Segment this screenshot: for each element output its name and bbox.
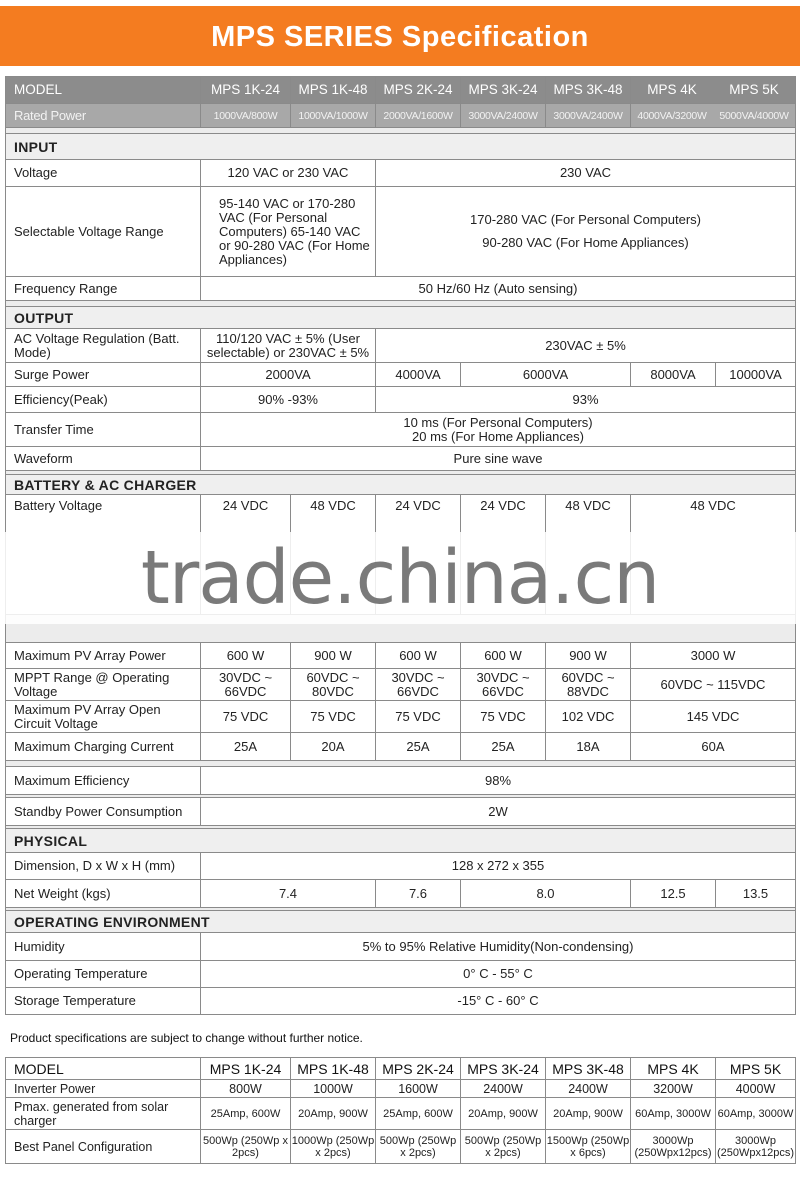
rated-power-label: Rated Power	[6, 104, 201, 128]
cell-value: 110/120 VAC ± 5% (User selectable) or 230VAC ± 5%	[201, 329, 376, 363]
cell-value: 90% -93%	[201, 387, 376, 413]
cell-value: 20Amp, 900W	[291, 1098, 376, 1130]
rated-power-value: 2000VA/1600W	[376, 104, 461, 128]
section-title: PHYSICAL	[6, 829, 796, 853]
model-name: MPS 2K-24	[376, 77, 461, 104]
cell-line: 170-280 VAC (For Personal Computers)	[470, 212, 701, 227]
cell-value: 25Amp, 600W	[201, 1098, 291, 1130]
row-label: Surge Power	[6, 363, 201, 387]
cell-value: 93%	[376, 387, 796, 413]
cell-value: 75 VDC	[461, 701, 546, 733]
cell-value: 900 W	[291, 643, 376, 669]
row-label: MPPT Range @ Operating Voltage	[6, 669, 201, 701]
row-label: Standby Power Consumption	[6, 798, 201, 826]
cell-value: 50 Hz/60 Hz (Auto sensing)	[201, 277, 796, 301]
row-label: Voltage	[6, 160, 201, 187]
row-label: Pmax. generated from solar charger	[6, 1098, 201, 1130]
cell-value: 30VDC ~ 66VDC	[376, 669, 461, 701]
cell-value: 60VDC ~ 115VDC	[631, 669, 796, 701]
cell-value: 13.5	[716, 880, 796, 908]
row-label: Operating Temperature	[6, 961, 201, 988]
cell-value: 4000VA	[376, 363, 461, 387]
cell-value: 1000Wp (250Wp x 2pcs)	[291, 1130, 376, 1164]
row-label: Humidity	[6, 933, 201, 961]
notice-text: Product specifications are subject to change without further notice.	[10, 1031, 363, 1045]
cell-value: 600 W	[461, 643, 546, 669]
cell-value: 900 W	[546, 643, 631, 669]
cell-value: 30VDC ~ 66VDC	[461, 669, 546, 701]
model-label: MODEL	[6, 77, 201, 104]
row-label: Maximum PV Array Power	[6, 643, 201, 669]
row-label: Dimension, D x W x H (mm)	[6, 853, 201, 880]
row-label: Maximum Efficiency	[6, 767, 201, 795]
cell-value: 8000VA	[631, 363, 716, 387]
cell-value: 24 VDC	[376, 495, 461, 615]
section-title: BATTERY & AC CHARGER	[6, 475, 796, 495]
model-header-row	[6, 77, 796, 104]
cell-value: 600 W	[201, 643, 291, 669]
cell-value: 2400W	[461, 1080, 546, 1098]
row-label: AC Voltage Regulation (Batt. Mode)	[6, 329, 201, 363]
cell-value: 60A	[631, 733, 796, 761]
model-name: MPS 2K-24	[376, 1058, 461, 1080]
cell-value: 25Amp, 600W	[376, 1098, 461, 1130]
cell-value: 48 VDC	[291, 495, 376, 615]
model-name: MPS 5K	[729, 82, 779, 97]
cell-value: 98%	[201, 767, 796, 795]
model-name: MPS 4K	[631, 1058, 716, 1080]
cell-value: 500Wp (250Wp x 2pcs)	[376, 1130, 461, 1164]
cell-value: 3000Wp (250Wpx12pcs)	[631, 1130, 716, 1164]
cell-value: 18A	[546, 733, 631, 761]
cell-value: 145 VDC	[631, 701, 796, 733]
cell-value: 75 VDC	[201, 701, 291, 733]
model-name: MPS 4K	[647, 82, 697, 97]
rated-power-value: 3000VA/2400W	[461, 104, 546, 128]
row-label: Frequency Range	[6, 277, 201, 301]
row-label: Selectable Voltage Range	[6, 187, 201, 277]
row-label: Storage Temperature	[6, 988, 201, 1015]
model-name: MPS 3K-24	[461, 1058, 546, 1080]
cell-value	[201, 413, 796, 447]
cell-value: 1600W	[376, 1080, 461, 1098]
cell-value: 8.0	[461, 880, 631, 908]
model-name: MPS 3K-24	[461, 77, 546, 104]
cell-value: 95-140 VAC or 170-280 VAC (For Personal Computers) 65-140 VAC or 90-280 VAC (For Home Appliances)	[201, 187, 376, 277]
cell-value: 230 VAC	[376, 160, 796, 187]
rated-power-value: 1000VA/1000W	[291, 104, 376, 128]
cell-value: 500Wp (250Wp x 2pcs)	[461, 1130, 546, 1164]
cell-value: 48 VDC	[546, 495, 631, 615]
cell-value: 3000 W	[631, 643, 796, 669]
cell-value: 230VAC ± 5%	[376, 329, 796, 363]
model-name: MPS 3K-48	[546, 1058, 631, 1080]
model-label: MODEL	[6, 1058, 201, 1080]
cell-value: 0° C - 55° C	[201, 961, 796, 988]
cell-value: 20Amp, 900W	[461, 1098, 546, 1130]
cell-line: 90-280 VAC (For Home Appliances)	[482, 235, 689, 250]
cell-value: 30VDC ~ 66VDC	[201, 669, 291, 701]
rated-power-value: 1000VA/800W	[201, 104, 291, 128]
cell-value: 24 VDC	[201, 495, 291, 615]
cell-line: 20 ms (For Home Appliances)	[412, 428, 584, 444]
row-label: Maximum Charging Current	[6, 733, 201, 761]
watermark-text: trade.china.cn	[140, 535, 660, 621]
rated-power-row	[6, 104, 796, 128]
cell-value: 75 VDC	[291, 701, 376, 733]
cell-value: 1000W	[291, 1080, 376, 1098]
cell-line: 10 ms (For Personal Computers)	[403, 414, 593, 430]
rated-power-value: 4000VA/3200W	[637, 109, 707, 122]
cell-value: 4000W	[716, 1080, 796, 1098]
cell-value: 2000VA	[201, 363, 376, 387]
cell-value: 20A	[291, 733, 376, 761]
cell-value: 25A	[461, 733, 546, 761]
section-title: OPERATING ENVIRONMENT	[6, 911, 796, 933]
cell-value: 60Amp, 3000W	[716, 1098, 796, 1130]
cell-value: 120 VAC or 230 VAC	[201, 160, 376, 187]
cell-value: 10000VA	[716, 363, 796, 387]
cell-value: 75 VDC	[376, 701, 461, 733]
cell-value	[376, 187, 796, 277]
model-name: MPS 5K	[716, 1058, 796, 1080]
page-title: MPS SERIES Specification	[0, 6, 800, 66]
section-title: INPUT	[6, 134, 796, 160]
cell-value: 3200W	[631, 1080, 716, 1098]
row-label: Efficiency(Peak)	[6, 387, 201, 413]
cell-value: 60VDC ~ 88VDC	[546, 669, 631, 701]
cell-value: 102 VDC	[546, 701, 631, 733]
watermark	[0, 532, 800, 624]
cell-value: 600 W	[376, 643, 461, 669]
cell-value: 25A	[201, 733, 291, 761]
model-pair	[631, 77, 796, 104]
model-name: MPS 1K-48	[291, 1058, 376, 1080]
row-label: Inverter Power	[6, 1080, 201, 1098]
row-label: Battery Voltage	[6, 495, 201, 615]
cell-value: -15° C - 60° C	[201, 988, 796, 1015]
cell-value: 2W	[201, 798, 796, 826]
model-name: MPS 1K-48	[291, 77, 376, 104]
cell-value: 5% to 95% Relative Humidity(Non-condensing)	[201, 933, 796, 961]
cell-value: 48 VDC	[631, 495, 796, 615]
cell-value: 60Amp, 3000W	[631, 1098, 716, 1130]
cell-value: 1500Wp (250Wp x 6pcs)	[546, 1130, 631, 1164]
row-label: Net Weight (kgs)	[6, 880, 201, 908]
cell-value: 6000VA	[461, 363, 631, 387]
row-label: Maximum PV Array Open Circuit Voltage	[6, 701, 201, 733]
model-name: MPS 3K-48	[546, 77, 631, 104]
rated-power-value: 5000VA/4000W	[719, 109, 789, 122]
cell-value: 7.6	[376, 880, 461, 908]
row-label: Best Panel Configuration	[6, 1130, 201, 1164]
cell-value: 3000Wp (250Wpx12pcs)	[716, 1130, 796, 1164]
cell-value: Pure sine wave	[201, 447, 796, 471]
cell-value: 60VDC ~ 80VDC	[291, 669, 376, 701]
rated-power-value: 3000VA/2400W	[546, 104, 631, 128]
cell-value: 7.4	[201, 880, 376, 908]
section-title: OUTPUT	[6, 307, 796, 329]
cell-value: 20Amp, 900W	[546, 1098, 631, 1130]
model-name: MPS 1K-24	[201, 77, 291, 104]
row-label: Waveform	[6, 447, 201, 471]
cell-value: 24 VDC	[461, 495, 546, 615]
cell-value: 25A	[376, 733, 461, 761]
cell-value: 128 x 272 x 355	[201, 853, 796, 880]
cell-value: 500Wp (250Wp x 2pcs)	[201, 1130, 291, 1164]
cell-value: 800W	[201, 1080, 291, 1098]
model-name: MPS 1K-24	[201, 1058, 291, 1080]
cell-value: 12.5	[631, 880, 716, 908]
solar-table	[5, 1057, 796, 1164]
rated-power-pair	[631, 104, 796, 128]
cell-value: 2400W	[546, 1080, 631, 1098]
row-label: Transfer Time	[6, 413, 201, 447]
